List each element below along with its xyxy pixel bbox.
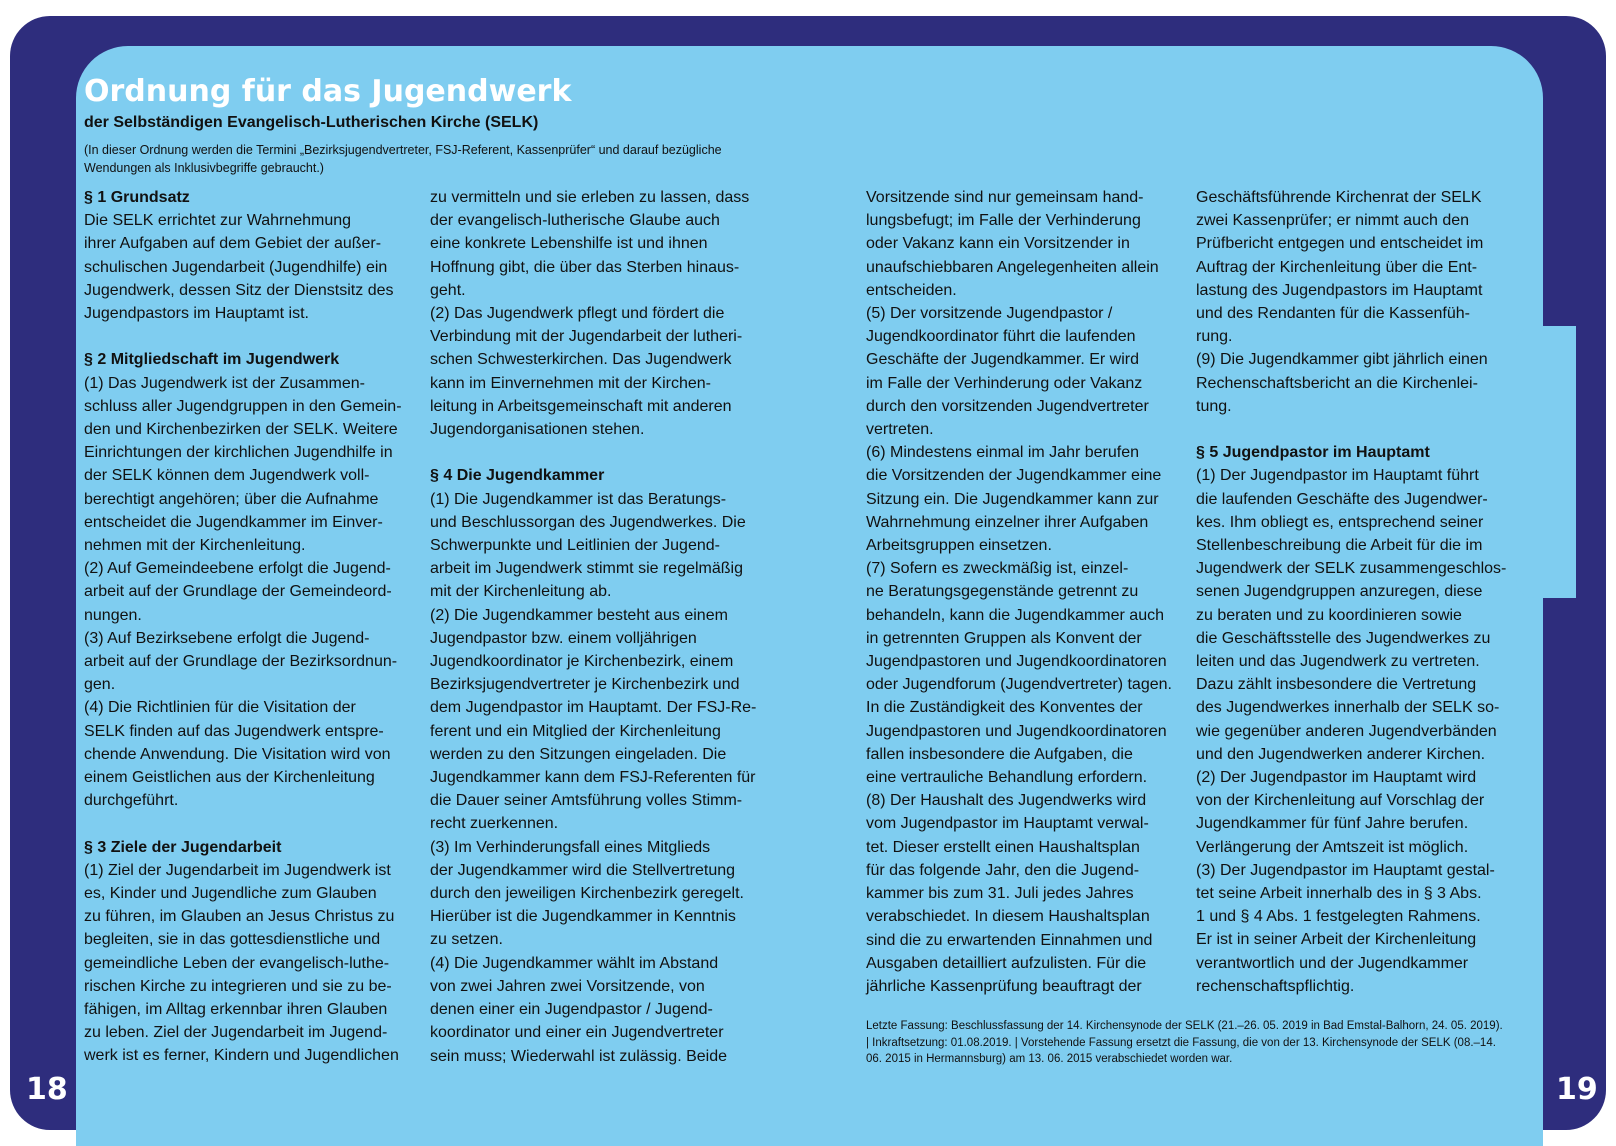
- text-line: sind die zu erwartenden Einnahmen und: [866, 931, 1153, 949]
- text-line: In die Zuständigkeit des Konventes der: [866, 699, 1143, 717]
- document-title: Ordnung für das Jugendwerk: [84, 74, 572, 109]
- text-line: schulischen Jugendarbeit (Jugendhilfe) ein: [84, 258, 388, 276]
- text-line: oder Vakanz kann ein Vorsitzender in: [866, 235, 1130, 253]
- text-line: ihrer Aufgaben auf dem Gebiet der außer-: [84, 235, 382, 253]
- text-line: Hoffnung gibt, die über das Sterben hinaus-: [430, 258, 740, 276]
- text-line: Arbeitsgruppen einsetzen.: [866, 537, 1052, 555]
- text-line: Stellenbeschreibung die Arbeit für die im: [1196, 537, 1483, 555]
- text-line: die Geschäftsstelle des Jugendwerkes zu: [1196, 629, 1491, 647]
- text-line: gemeindliche Leben der evangelisch-luthe-: [84, 954, 390, 972]
- text-line: tet. Dieser erstellt einen Haushaltsplan: [866, 838, 1140, 856]
- text-line: Rechenschaftsbericht an die Kirchenlei-: [1196, 374, 1478, 392]
- text-line: und den Jugendwerken anderer Kirchen.: [1196, 745, 1486, 763]
- text-line: durch den jeweiligen Kirchenbezirk geregelt.: [430, 885, 744, 903]
- text-line: Verlängerung der Amtszeit ist möglich.: [1196, 838, 1469, 856]
- text-line: vom Jugendpastor im Hauptamt verwal-: [866, 815, 1149, 833]
- text-line: Geschäfte der Jugendkammer. Er wird: [866, 351, 1140, 369]
- text-line: einem Geistlichen aus der Kirchenleitung: [84, 769, 375, 787]
- text-line: und des Rendanten für die Kassenfüh-: [1196, 305, 1470, 323]
- text-line: begleiten, sie in das gottesdienstliche und: [84, 931, 381, 949]
- text-line: von der Kirchenleitung auf Vorschlag der: [1196, 792, 1485, 810]
- text-line: die laufenden Geschäfte des Jugendwer-: [1196, 490, 1488, 508]
- text-line: lastung des Jugendpastors im Hauptamt: [1196, 281, 1483, 299]
- text-line: arbeit im Jugendwerk stimmt sie regelmäßig: [430, 560, 743, 578]
- text-line: berechtigt angehören; über die Aufnahme: [84, 490, 379, 508]
- text-line: unaufschiebbaren Angelegenheiten allein: [866, 258, 1159, 276]
- text-line: Bezirksjugendvertreter je Kirchenbezirk und: [430, 676, 740, 694]
- text-line: (7) Sofern es zweckmäßig ist, einzel-: [866, 560, 1129, 578]
- text-line: (4) Die Richtlinien für die Visitation der: [84, 699, 356, 717]
- text-line: Die SELK errichtet zur Wahrnehmung: [84, 212, 352, 230]
- text-line: der SELK können dem Jugendwerk voll-: [84, 467, 370, 485]
- text-line: recht zuerkennen.: [430, 815, 559, 833]
- text-line: lungsbefugt; im Falle der Verhinderung: [866, 212, 1141, 230]
- text-line: Jugendkammer für fünf Jahre berufen.: [1196, 815, 1469, 833]
- text-line: (3) Auf Bezirksebene erfolgt die Jugend-: [84, 629, 370, 647]
- paragraph-spacer: [84, 812, 414, 835]
- page-number-left: 18: [26, 1072, 68, 1107]
- text-line: Sitzung ein. Die Jugendkammer kann zur: [866, 490, 1159, 508]
- paragraph-spacer: [1196, 418, 1516, 441]
- text-line: die Vorsitzenden der Jugendkammer eine: [866, 467, 1162, 485]
- text-line: Jugendpastoren und Jugendkoordinatoren: [866, 722, 1167, 740]
- text-line: koordinator und einer ein Jugendvertreter: [430, 1024, 724, 1042]
- text-line: zu beraten und zu koordinieren sowie: [1196, 606, 1462, 624]
- text-line: Jugendpastor bzw. einem volljährigen: [430, 629, 697, 647]
- text-line: Er ist in seiner Arbeit der Kirchenleitung: [1196, 931, 1477, 949]
- page-number-right: 19: [1556, 1072, 1598, 1107]
- text-line: durch den vorsitzenden Jugendvertreter: [866, 397, 1149, 415]
- text-line: es, Kinder und Jugendliche zum Glauben: [84, 885, 377, 903]
- text-line: (1) Das Jugendwerk ist der Zusammen-: [84, 374, 365, 392]
- text-line: des Jugendwerkes innerhalb der SELK so-: [1196, 699, 1500, 717]
- text-line: jährliche Kassenprüfung beauftragt der: [866, 977, 1142, 995]
- text-line: (2) Der Jugendpastor im Hauptamt wird: [1196, 769, 1477, 787]
- text-line: verabschiedet. In diesem Haushaltsplan: [866, 908, 1150, 926]
- revision-footnote: Letzte Fassung: Beschlussfassung der 14. Kirchensynode der SELK (21.–26. 05. 2019 in Bad Emstal-Balhorn, 24. 05. 2019). | Inkraftsetzung: 01.08.2019. | Vorstehende Fassung ersetzt die Fassung, die von der 13. Kirchensynode der SELK (08.–14. 06. 2015 in Hermannsburg) am 13. 06. 2015 verabschiedet worden war.: [866, 1020, 1503, 1065]
- side-tab: [1516, 326, 1576, 598]
- paragraph-spacer: [430, 441, 760, 464]
- text-line: (4) Die Jugendkammer wählt im Abstand: [430, 954, 719, 972]
- section-heading: § 4 Die Jugendkammer: [430, 467, 605, 485]
- text-line: Prüfbericht entgegen und entscheidet im: [1196, 235, 1484, 253]
- text-line: rung.: [1196, 328, 1233, 346]
- text-line: entscheidet die Jugendkammer im Einver-: [84, 513, 383, 531]
- text-line: den und Kirchenbezirken der SELK. Weitere: [84, 421, 398, 439]
- text-line: (3) Der Jugendpastor im Hauptamt gestal-: [1196, 861, 1495, 879]
- text-line: leitung in Arbeitsgemeinschaft mit anderen: [430, 397, 732, 415]
- text-line: Geschäftsführende Kirchenrat der SELK: [1196, 189, 1482, 206]
- text-line: kann im Einvernehmen mit der Kirchen-: [430, 374, 712, 392]
- text-line: Dazu zählt insbesondere die Vertretung: [1196, 676, 1477, 694]
- text-line: und Beschlussorgan des Jugendwerkes. Die: [430, 513, 746, 531]
- text-line: kammer bis zum 31. Juli jedes Jahres: [866, 885, 1134, 903]
- text-line: von zwei Jahren zwei Vorsitzende, von: [430, 977, 705, 995]
- text-line: senen Jugendgruppen anzuregen, diese: [1196, 583, 1483, 601]
- text-column-2: [430, 186, 760, 1068]
- text-line: Jugendpastoren und Jugendkoordinatoren: [866, 653, 1167, 671]
- text-line: arbeit auf der Grundlage der Gemeindeord-: [84, 583, 392, 601]
- text-line: zwei Kassenprüfer; er nimmt auch den: [1196, 212, 1470, 230]
- text-line: (9) Die Jugendkammer gibt jährlich einen: [1196, 351, 1488, 369]
- section-heading: § 1 Grundsatz: [84, 189, 190, 206]
- text-line: Auftrag der Kirchenleitung über die Ent-: [1196, 258, 1478, 276]
- text-line: die Dauer seiner Amtsführung volles Stimm-: [430, 792, 743, 810]
- text-line: Einrichtungen der kirchlichen Jugendhilfe in: [84, 444, 393, 462]
- text-line: schen Schwesterkirchen. Das Jugendwerk: [430, 351, 732, 369]
- text-line: tung.: [1196, 397, 1232, 415]
- text-line: im Falle der Verhinderung oder Vakanz: [866, 374, 1143, 392]
- text-line: der Jugendkammer wird die Stellvertretung: [430, 861, 736, 879]
- text-column-3: [866, 186, 1186, 998]
- text-line: Jugendkammer kann dem FSJ-Referenten für: [430, 769, 756, 787]
- text-line: fähigen, im Alltag erkennbar ihren Glauben: [84, 1001, 388, 1019]
- text-line: ferent und ein Mitglied der Kirchenleitung: [430, 722, 721, 740]
- text-line: ne Beratungsgegenstände getrennt zu: [866, 583, 1139, 601]
- text-line: zu führen, im Glauben an Jesus Christus zu: [84, 908, 395, 926]
- text-line: (5) Der vorsitzende Jugendpastor /: [866, 305, 1113, 323]
- section-heading: § 3 Ziele der Jugendarbeit: [84, 838, 282, 856]
- text-line: nehmen mit der Kirchenleitung.: [84, 537, 306, 555]
- text-line: geht.: [430, 281, 466, 299]
- text-line: vertreten.: [866, 421, 934, 439]
- text-line: Jugendkoordinator führt die laufenden: [866, 328, 1136, 346]
- text-line: Hierüber ist die Jugendkammer in Kenntnis: [430, 908, 736, 926]
- text-line: durchgeführt.: [84, 792, 179, 810]
- text-line: Jugendpastors im Hauptamt ist.: [84, 305, 309, 323]
- text-line: (6) Mindestens einmal im Jahr berufen: [866, 444, 1140, 462]
- text-line: (2) Die Jugendkammer besteht aus einem: [430, 606, 728, 624]
- text-line: der evangelisch-lutherische Glaube auch: [430, 212, 720, 230]
- text-line: leiten und das Jugendwerk zu vertreten.: [1196, 653, 1480, 671]
- text-line: chende Anwendung. Die Visitation wird von: [84, 745, 391, 763]
- text-line: Schwerpunkte und Leitlinien der Jugend-: [430, 537, 720, 555]
- section-heading: § 2 Mitgliedschaft im Jugendwerk: [84, 351, 340, 369]
- text-line: (1) Der Jugendpastor im Hauptamt führt: [1196, 467, 1479, 485]
- text-line: (2) Das Jugendwerk pflegt und fördert die: [430, 305, 725, 323]
- text-line: eine konkrete Lebenshilfe ist und ihnen: [430, 235, 708, 253]
- text-line: Ausgaben detailliert aufzulisten. Für die: [866, 954, 1147, 972]
- text-line: rechenschaftspflichtig.: [1196, 977, 1355, 995]
- text-line: Jugendwerk der SELK zusammengeschlos-: [1196, 560, 1507, 578]
- text-line: (2) Auf Gemeindeebene erfolgt die Jugend-: [84, 560, 391, 578]
- document-subtitle: der Selbständigen Evangelisch-Lutherischen Kirche (SELK): [84, 114, 539, 131]
- text-line: mit der Kirchenleitung ab.: [430, 583, 612, 601]
- text-line: kes. Ihm obliegt es, entsprechend seiner: [1196, 513, 1484, 531]
- text-line: werden zu den Sitzungen eingeladen. Die: [430, 745, 727, 763]
- text-line: werk ist es ferner, Kindern und Jugendlichen: [84, 1047, 399, 1065]
- text-line: zu setzen.: [430, 931, 503, 949]
- text-line: (1) Die Jugendkammer ist das Beratungs-: [430, 490, 727, 508]
- text-column-1: [84, 186, 414, 1068]
- text-line: wie gegenüber anderen Jugendverbänden: [1196, 722, 1497, 740]
- text-line: zu leben. Ziel der Jugendarbeit im Jugend-: [84, 1024, 388, 1042]
- text-line: Wahrnehmung einzelner ihrer Aufgaben: [866, 513, 1149, 531]
- text-line: entscheiden.: [866, 281, 957, 299]
- text-line: in getrennten Gruppen als Konvent der: [866, 629, 1142, 647]
- text-line: dem Jugendpastor im Hauptamt. Der FSJ-Re-: [430, 699, 757, 717]
- text-line: SELK finden auf das Jugendwerk entspre-: [84, 722, 384, 740]
- text-column-4: [1196, 186, 1516, 998]
- text-line: gen.: [84, 676, 116, 694]
- text-line: denen einer ein Jugendpastor / Jugend-: [430, 1001, 713, 1019]
- text-line: Vorsitzende sind nur gemeinsam hand-: [866, 189, 1144, 206]
- text-line: (3) Im Verhinderungsfall eines Mitglieds: [430, 838, 711, 856]
- text-line: behandeln, kann die Jugendkammer auch: [866, 606, 1164, 624]
- text-line: sein muss; Wiederwahl ist zulässig. Beide: [430, 1047, 728, 1065]
- text-line: nungen.: [84, 606, 142, 624]
- text-line: schluss aller Jugendgruppen in den Gemein-: [84, 397, 402, 415]
- paragraph-spacer: [84, 325, 414, 348]
- text-line: für das folgende Jahr, den die Jugend-: [866, 861, 1140, 879]
- terminology-note: (In dieser Ordnung werden die Termini „Bezirksjugendvertreter, FSJ-Referent, Kassenprüfer“ und darauf bezügliche Wendungen als Inklusivbegriffe gebraucht.): [84, 143, 722, 175]
- text-line: eine vertrauliche Behandlung erfordern.: [866, 769, 1148, 787]
- text-line: fallen insbesondere die Aufgaben, die: [866, 745, 1133, 763]
- text-line: Verbindung mit der Jugendarbeit der lutheri-: [430, 328, 743, 346]
- section-heading: § 5 Jugendpastor im Hauptamt: [1196, 444, 1430, 462]
- text-line: rischen Kirche zu integrieren und sie zu be-: [84, 977, 392, 995]
- text-line: 1 und § 4 Abs. 1 festgelegten Rahmens.: [1196, 908, 1481, 926]
- text-line: Jugendorganisationen stehen.: [430, 421, 645, 439]
- text-line: (8) Der Haushalt des Jugendwerks wird: [866, 792, 1147, 810]
- text-line: tet seine Arbeit innerhalb des in § 3 Abs.: [1196, 885, 1482, 903]
- text-line: Jugendwerk, dessen Sitz der Dienstsitz des: [84, 281, 394, 299]
- text-line: oder Jugendforum (Jugendvertreter) tagen.: [866, 676, 1172, 694]
- text-line: Jugendkoordinator je Kirchenbezirk, einem: [430, 653, 734, 671]
- text-line: arbeit auf der Grundlage der Bezirksordnun-: [84, 653, 398, 671]
- text-line: verantwortlich und der Jugendkammer: [1196, 954, 1469, 972]
- text-line: (1) Ziel der Jugendarbeit im Jugendwerk ist: [84, 861, 391, 879]
- text-line: zu vermitteln und sie erleben zu lassen, dass: [430, 189, 750, 206]
